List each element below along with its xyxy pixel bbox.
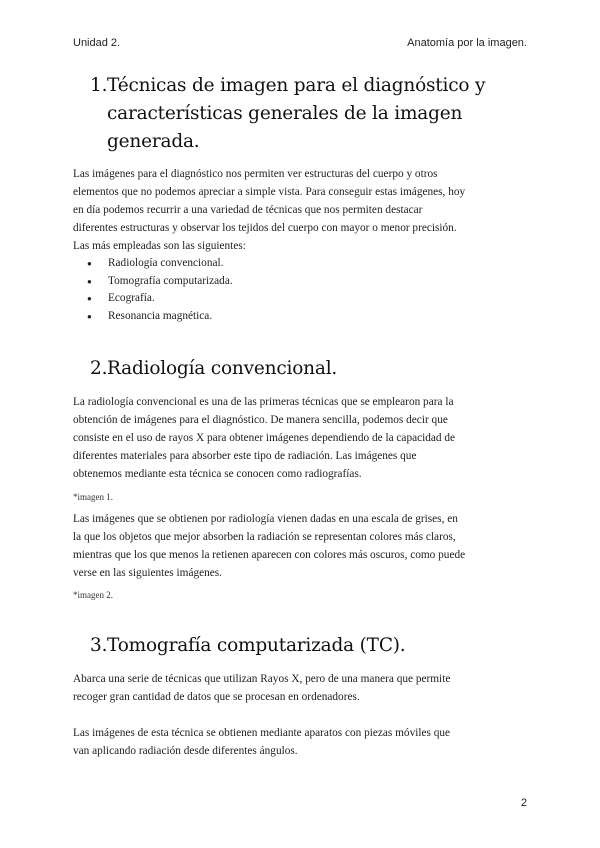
list-item: ● Radiología convencional.	[73, 255, 528, 273]
text-line: obtención de imágenes para el diagnóstico. De manera sencilla, podemos decir que	[73, 414, 448, 426]
section-1-title-line2: características generales de la imagen generada.	[107, 103, 463, 152]
section-2-paragraph-2	[73, 510, 528, 582]
technique-list	[73, 255, 528, 325]
image-1-reference: *imagen 1.	[73, 492, 113, 502]
text-line: en día podemos recurrir a una variedad de técnicas que nos permiten destacar	[73, 204, 423, 216]
document-body	[73, 72, 528, 760]
section-3-title: Tomografía computarizada (TC).	[107, 635, 406, 656]
text-line: elementos que no podemos apreciar a simple vista. Para conseguir estas imágenes, hoy	[73, 186, 466, 198]
section-2-heading	[73, 355, 528, 383]
text-line: Abarca una serie de técnicas que utilizan Rayos X, pero de una manera que permite	[73, 673, 451, 685]
text-line: Las imágenes que se obtienen por radiología vienen dadas en una escala de grises, en	[73, 513, 458, 525]
section-3-heading	[73, 632, 528, 660]
text-line: van aplicando radiación desde diferentes ángulos.	[73, 745, 298, 757]
section-2-paragraph-1	[73, 393, 528, 483]
text-line: obtenemos mediante esta técnica se conocen como radiografías.	[73, 468, 362, 480]
text-line: Las imágenes de esta técnica se obtienen mediante aparatos con piezas móviles que	[73, 727, 451, 739]
section-3-paragraph-1	[73, 670, 528, 706]
text-line: verse en las siguientes imágenes.	[73, 567, 223, 579]
section-1-title-line1: Técnicas de imagen para el diagnóstico y	[107, 75, 486, 96]
list-item: ● Ecografía.	[73, 290, 528, 308]
text-line: consiste en el uso de rayos X para obtener imágenes dependiendo de la capacidad de	[73, 432, 456, 444]
section-3-paragraph-2	[73, 724, 528, 760]
text-line: mientras que los que menos la retienen aparecen con colores más oscuros, como puede	[73, 549, 466, 561]
text-line: diferentes estructuras y observar los tejidos del cuerpo con mayor o menor precisión.	[73, 222, 457, 234]
section-1-heading	[73, 72, 528, 156]
section-2-number: 2.	[90, 358, 108, 379]
section-1-intro	[73, 165, 528, 255]
image-2-reference: *imagen 2.	[73, 590, 113, 600]
list-item: ● Tomografía computarizada.	[73, 273, 528, 291]
header-subject: Anatomía por la imagen.	[407, 37, 527, 49]
text-line: diferentes materiales para absorber este tipo de radiación. Las imágenes que	[73, 450, 417, 462]
text-line: Las imágenes para el diagnóstico nos permiten ver estructuras del cuerpo y otros	[73, 168, 438, 180]
text-line: recoger gran cantidad de datos que se procesan en ordenadores.	[73, 691, 360, 703]
list-item: ● Resonancia magnética.	[73, 308, 528, 326]
section-2-title: Radiología convencional.	[107, 358, 338, 379]
page-number: 2	[520, 797, 527, 809]
text-line: La radiología convencional es una de las primeras técnicas que se emplearon para la	[73, 396, 454, 408]
section-1-number: 1.	[90, 75, 108, 96]
header-unit: Unidad 2.	[73, 37, 121, 49]
section-3-number: 3.	[90, 635, 108, 656]
text-line: la que los objetos que mejor absorben la radiación se representan colores más claros,	[73, 531, 456, 543]
text-line: Las más empleadas son las siguientes:	[73, 240, 246, 252]
